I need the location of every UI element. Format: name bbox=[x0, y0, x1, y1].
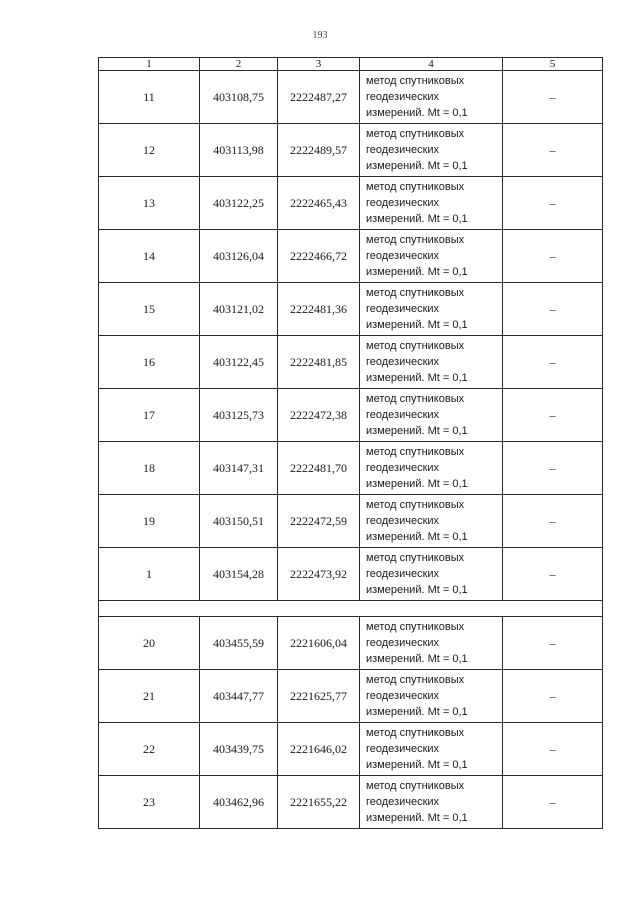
point-number-cell: 13 bbox=[99, 177, 200, 230]
y-coordinate-cell: 2221606,04 bbox=[278, 617, 360, 670]
table-row bbox=[99, 776, 603, 829]
point-number-cell: 14 bbox=[99, 230, 200, 283]
separator-cell bbox=[99, 601, 603, 617]
method-cell bbox=[360, 723, 503, 776]
y-coordinate-cell: 2221625,77 bbox=[278, 670, 360, 723]
y-coordinate-cell: 2222473,92 bbox=[278, 548, 360, 601]
method-text-line: метод спутниковых bbox=[366, 780, 465, 792]
method-text-line: измерений. Mt = 0,1 bbox=[366, 319, 468, 331]
notes-cell: – bbox=[503, 124, 603, 177]
table-row bbox=[99, 124, 603, 177]
point-number-cell: 22 bbox=[99, 723, 200, 776]
table-row bbox=[99, 617, 603, 670]
method-text-line: измерений. Mt = 0,1 bbox=[366, 213, 468, 225]
method-text-line: геодезических bbox=[366, 743, 440, 755]
table-row bbox=[99, 389, 603, 442]
method-cell bbox=[360, 177, 503, 230]
table-row bbox=[99, 723, 603, 776]
method-cell bbox=[360, 442, 503, 495]
method-text-line: метод спутниковых bbox=[366, 393, 465, 405]
page-number: 193 bbox=[312, 30, 328, 41]
method-text-line: измерений. Mt = 0,1 bbox=[366, 478, 468, 490]
method-text-line: метод спутниковых bbox=[366, 621, 465, 633]
point-number-cell: 1 bbox=[99, 548, 200, 601]
y-coordinate-cell: 2221646,02 bbox=[278, 723, 360, 776]
header-cell: 1 bbox=[99, 58, 200, 71]
method-text-line: метод спутниковых bbox=[366, 234, 465, 246]
method-cell bbox=[360, 71, 503, 124]
method-text-line: измерений. Mt = 0,1 bbox=[366, 812, 468, 824]
header-row bbox=[99, 58, 603, 71]
point-number-cell: 18 bbox=[99, 442, 200, 495]
method-text-line: измерений. Mt = 0,1 bbox=[366, 266, 468, 278]
table-row bbox=[99, 177, 603, 230]
method-text-line: геодезических bbox=[366, 197, 440, 209]
table-row bbox=[99, 442, 603, 495]
x-coordinate-cell: 403439,75 bbox=[200, 723, 278, 776]
method-text-line: геодезических bbox=[366, 91, 440, 103]
method-cell bbox=[360, 617, 503, 670]
x-coordinate-cell: 403447,77 bbox=[200, 670, 278, 723]
method-text-line: метод спутниковых bbox=[366, 287, 465, 299]
method-text-line: измерений. Mt = 0,1 bbox=[366, 531, 468, 543]
method-text-line: измерений. Mt = 0,1 bbox=[366, 584, 468, 596]
notes-cell: – bbox=[503, 548, 603, 601]
point-number-cell: 15 bbox=[99, 283, 200, 336]
method-cell bbox=[360, 670, 503, 723]
table-row bbox=[99, 495, 603, 548]
method-text-line: измерений. Mt = 0,1 bbox=[366, 706, 468, 718]
point-number-cell: 11 bbox=[99, 71, 200, 124]
method-text-line: измерений. Mt = 0,1 bbox=[366, 372, 468, 384]
table-row bbox=[99, 548, 603, 601]
x-coordinate-cell: 403113,98 bbox=[200, 124, 278, 177]
y-coordinate-cell: 2222481,36 bbox=[278, 283, 360, 336]
notes-cell: – bbox=[503, 283, 603, 336]
method-text-line: метод спутниковых bbox=[366, 674, 465, 686]
notes-cell: – bbox=[503, 230, 603, 283]
notes-cell: – bbox=[503, 776, 603, 829]
method-text-line: метод спутниковых bbox=[366, 552, 465, 564]
table-row bbox=[99, 670, 603, 723]
point-number-cell: 23 bbox=[99, 776, 200, 829]
method-text-line: геодезических bbox=[366, 462, 440, 474]
header-cell: 5 bbox=[503, 58, 603, 71]
method-text-line: геодезических bbox=[366, 409, 440, 421]
method-text-line: геодезических bbox=[366, 796, 440, 808]
method-cell bbox=[360, 389, 503, 442]
x-coordinate-cell: 403125,73 bbox=[200, 389, 278, 442]
x-coordinate-cell: 403154,28 bbox=[200, 548, 278, 601]
x-coordinate-cell: 403122,25 bbox=[200, 177, 278, 230]
y-coordinate-cell: 2222465,43 bbox=[278, 177, 360, 230]
x-coordinate-cell: 403147,31 bbox=[200, 442, 278, 495]
table-row bbox=[99, 283, 603, 336]
notes-cell: – bbox=[503, 336, 603, 389]
point-number-cell: 19 bbox=[99, 495, 200, 548]
point-number-cell: 16 bbox=[99, 336, 200, 389]
x-coordinate-cell: 403126,04 bbox=[200, 230, 278, 283]
method-text-line: измерений. Mt = 0,1 bbox=[366, 653, 468, 665]
x-coordinate-cell: 403122,45 bbox=[200, 336, 278, 389]
table-row bbox=[99, 71, 603, 124]
method-text-line: геодезических bbox=[366, 690, 440, 702]
method-cell bbox=[360, 230, 503, 283]
point-number-cell: 17 bbox=[99, 389, 200, 442]
method-text-line: метод спутниковых bbox=[366, 181, 465, 193]
method-text-line: геодезических bbox=[366, 637, 440, 649]
point-number-cell: 20 bbox=[99, 617, 200, 670]
method-cell bbox=[360, 548, 503, 601]
x-coordinate-cell: 403455,59 bbox=[200, 617, 278, 670]
method-text-line: измерений. Mt = 0,1 bbox=[366, 107, 468, 119]
separator-row bbox=[99, 601, 603, 617]
method-text-line: метод спутниковых bbox=[366, 75, 465, 87]
method-cell bbox=[360, 283, 503, 336]
x-coordinate-cell: 403108,75 bbox=[200, 71, 278, 124]
table-row bbox=[99, 230, 603, 283]
method-text-line: геодезических bbox=[366, 568, 440, 580]
method-cell bbox=[360, 776, 503, 829]
method-cell bbox=[360, 495, 503, 548]
notes-cell: – bbox=[503, 670, 603, 723]
y-coordinate-cell: 2222487,27 bbox=[278, 71, 360, 124]
y-coordinate-cell: 2222466,72 bbox=[278, 230, 360, 283]
x-coordinate-cell: 403462,96 bbox=[200, 776, 278, 829]
notes-cell: – bbox=[503, 389, 603, 442]
method-text-line: геодезических bbox=[366, 250, 440, 262]
method-text-line: геодезических bbox=[366, 144, 440, 156]
y-coordinate-cell: 2222472,38 bbox=[278, 389, 360, 442]
x-coordinate-cell: 403150,51 bbox=[200, 495, 278, 548]
method-text-line: геодезических bbox=[366, 515, 440, 527]
y-coordinate-cell: 2222481,85 bbox=[278, 336, 360, 389]
header-cell: 2 bbox=[200, 58, 278, 71]
method-cell bbox=[360, 336, 503, 389]
y-coordinate-cell: 2222472,59 bbox=[278, 495, 360, 548]
method-text-line: метод спутниковых bbox=[366, 499, 465, 511]
notes-cell: – bbox=[503, 723, 603, 776]
notes-cell: – bbox=[503, 71, 603, 124]
table-row bbox=[99, 336, 603, 389]
method-text-line: измерений. Mt = 0,1 bbox=[366, 425, 468, 437]
point-number-cell: 21 bbox=[99, 670, 200, 723]
y-coordinate-cell: 2222489,57 bbox=[278, 124, 360, 177]
header-cell: 4 bbox=[360, 58, 503, 71]
point-number-cell: 12 bbox=[99, 124, 200, 177]
notes-cell: – bbox=[503, 617, 603, 670]
method-text-line: геодезических bbox=[366, 356, 440, 368]
y-coordinate-cell: 2222481,70 bbox=[278, 442, 360, 495]
y-coordinate-cell: 2221655,22 bbox=[278, 776, 360, 829]
notes-cell: – bbox=[503, 442, 603, 495]
method-text-line: метод спутниковых bbox=[366, 128, 465, 140]
header-cell: 3 bbox=[278, 58, 360, 71]
x-coordinate-cell: 403121,02 bbox=[200, 283, 278, 336]
method-cell bbox=[360, 124, 503, 177]
method-text-line: метод спутниковых bbox=[366, 446, 465, 458]
method-text-line: метод спутниковых bbox=[366, 727, 465, 739]
coordinates-table bbox=[98, 57, 603, 829]
table-body bbox=[99, 58, 603, 829]
method-text-line: измерений. Mt = 0,1 bbox=[366, 160, 468, 172]
notes-cell: – bbox=[503, 495, 603, 548]
method-text-line: измерений. Mt = 0,1 bbox=[366, 759, 468, 771]
method-text-line: метод спутниковых bbox=[366, 340, 465, 352]
notes-cell: – bbox=[503, 177, 603, 230]
method-text-line: геодезических bbox=[366, 303, 440, 315]
